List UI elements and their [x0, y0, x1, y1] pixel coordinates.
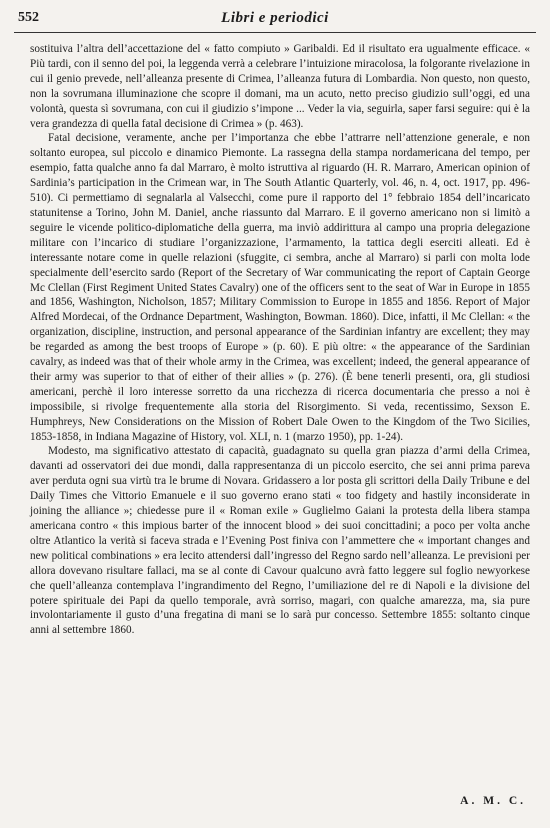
- paragraph-3: Modesto, ma significativo attestato di capacità, guadagnato su quella gran piazza d’armi della Crimea, davanti ad osservatori dei due mondi, dalla rappresentanza di un piccolo esercito, che sei anni prima pareva aver perduta ogni sua virtù tra le brume di Novara. Gridassero a lor posta gli scrittori della Daily Tribune e del Daily Times che Vittorio Emanuele e il suo governo erano stati « too fidgety and hastily inconsiderate in joining the alliance »; chiedesse pure il « Roman exile » Guglielmo Gaiani la protesta della libera stampa americana contro « this impious barter of the innocent blood » dei suoi concittadini; a poco per volta anche oltre Atlantico la verità si faceva strada e l’Evening Post finiva con l’ammettere che « important changes and new political combinations » era lecito attendersi dall’ingresso del Regno sardo nell’alleanza. Le previsioni per allora dovevano risultare fallaci, ma se al conte di Cavour qualcuno avrà fatto leggere sul foglio newyorkese che quell’alleanza contemplava l’ingrandimento del Regno, l’umiliazione del re di Napoli e la divisione del potere spirituale dei Papi da quello temporale, avrà sorriso, magari, con qualche amarezza, ma, sia pure involontariamente il gusto d’una fregatina di mani se lo sarà pur concesso. Settembre 1855: soltanto cinque anni al settembre 1860.: [30, 445, 530, 637]
- author-initials: A. M. C.: [460, 795, 526, 807]
- paragraph-2: Fatal decisione, veramente, anche per l’importanza che ebbe l’attrarre nell’attenzione generale, e non soltanto europea, sul piccolo e dinamico Piemonte. La rassegna della stampa nordamericana del tempo, per esempio, fatta qualche anno fa dal Marraro, è molto istruttiva al riguardo (H. R. Marraro, American opinion of Sardinia’s participation in the Crimean war, in The South Atlantic Quarterly, vol. 46, n. 4, oct. 1917, pp. 496-510). Ci permettiamo di segnalarla al Valsecchi, come pure il rapporto del 1° febbraio 1854 dell’incaricato statunitense a Torino, John M. Daniel, anche riassunto dal Marraro. E il governo americano non si limitò a seguire le vicende politico-diplomatiche della guerra, ma inviò addirittura al campo una propria delegazione militare con l’incarico di studiare l’organizzazione, l’armamento, la tattica degli eserciti alleati. Ed è interessante notare come in quelle relazioni (sfuggite, ci sembra, anche al Marraro) si parli con molta lode specialmente dell’esercito sardo (Report of the Secretary of War communicating the report of Captain George Mc Clellan (First Regiment United States Cavalry) one of the officers sent to the seat of War in Europe in 1855 and 1856, Washington, Nicholson, 1857; Military Commission to Europe in 1855 and 1856. Report of Major Alfred Mordecai, of the Ordnance Department, Washington, Bowman. 1860). Dice, infatti, il Mc Clellan: « the organization, discipline, instruction, and personal appearance of the Sardinian infantry are excellent; they may be regarded as among the best troops of Europe » (p. 60). E più oltre: « the appearance of the Sardinian cavalry, as indeed was that of their whole army in the Crimea, was excellent; indeed, the general appearance of their army was superior to that of either of their allies » (p. 276). (È bene tenerli presenti, ora, gli studiosi americani, perchè il loro interesse sorretto da una ricchezza di ricerca documentaria che presso a noi è impossibile, si rivolge frequentemente alla storia del Risorgimento. Si veda, recentissimo, Sexson E. Humphreys, New Considerations on the Mission of Robert Dale Owen to the Kingdom of the Two Sicilies, 1853-1858, in Indiana Magazine of History, vol. XLI, n. 1 (marzo 1950), pp. 1-24).: [30, 132, 530, 443]
- page-number: 552: [18, 10, 39, 25]
- article-body: [30, 42, 530, 638]
- running-title: Libri e periodici: [221, 10, 329, 26]
- paragraph-1: sostituiva l’altra dell’accettazione del « fatto compiuto » Garibaldi. Ed il risultato era ugualmente efficace. « Più tardi, con il senno del poi, la leggenda verrà a celebrare l’intuizione miracolosa, la folgorante rivelazione in cui il genio prevede, nell’alleanza presente di Crimea, l’alleanza futura di Lombardia. Non questo, non questo, non la sovrumana illuminazione che scopre il domani, ma un acuto, netto preciso giudizio sull’oggi, ed una volontà, questa sì sovrumana, con cui il giudizio s’impone ... Veder la via, seguirla, saper farsi seguire: qui è la vera grandezza di quella fatal decisione di Crimea » (p. 463).: [30, 43, 530, 130]
- page-header: [14, 10, 536, 33]
